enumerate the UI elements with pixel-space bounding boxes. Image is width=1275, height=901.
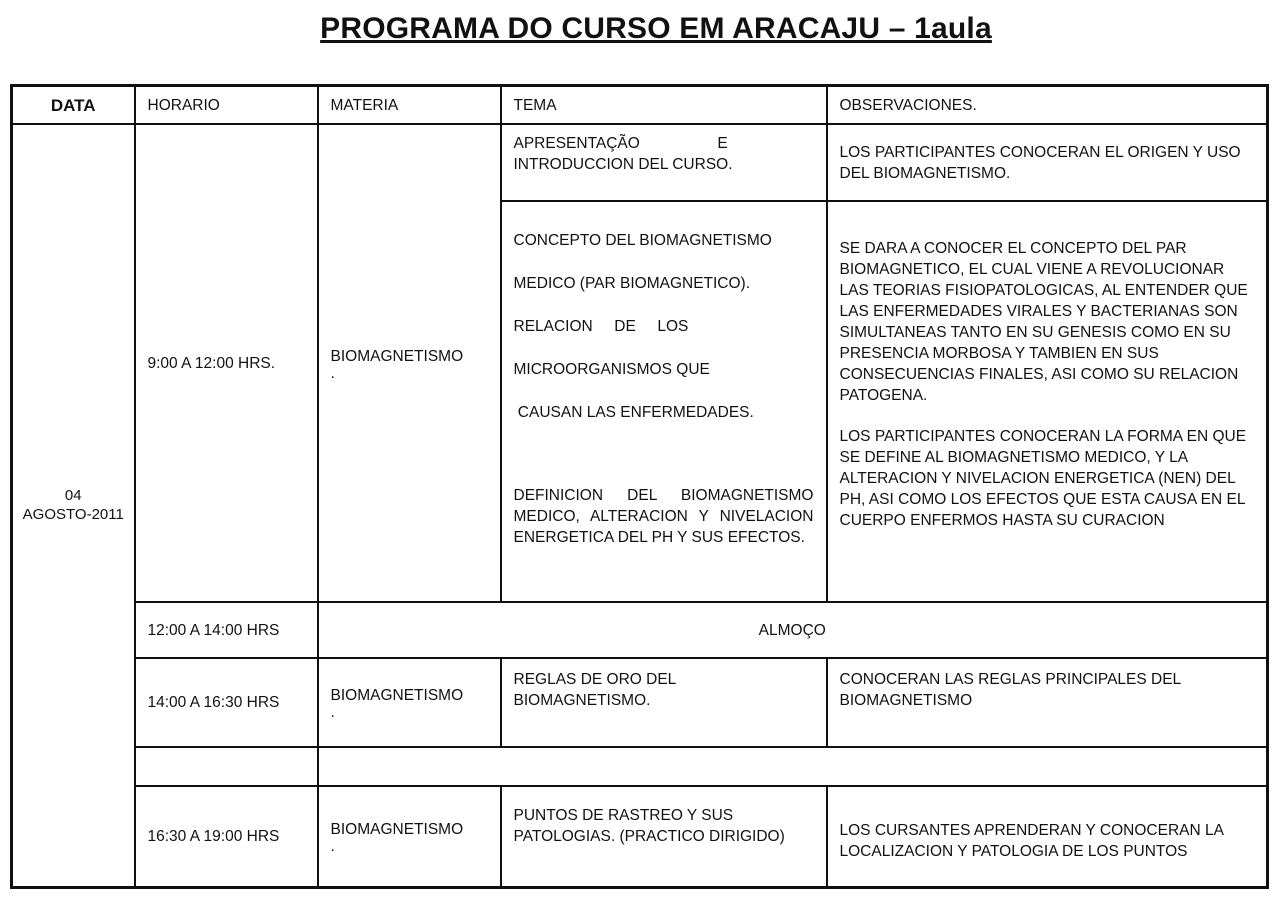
horario-session2: 14:00 A 16:30 HRS	[135, 658, 318, 747]
tema-session2: REGLAS DE ORO DEL BIOMAGNETISMO.	[501, 658, 827, 747]
tema-concepto-line: RELACION DE LOS	[513, 318, 689, 335]
tema-intro-line2: INTRODUCCION DEL CURSO.	[513, 156, 733, 173]
header-tema: TEMA	[501, 86, 827, 125]
header-horario: HORARIO	[135, 86, 318, 125]
materia-label: BIOMAGNETISMO	[330, 347, 464, 365]
obs-session3: LOS CURSANTES APRENDERAN Y CONOCERAN LA LOCALIZACION Y PATOLOGIA DE LOS PUNTOS	[827, 786, 1268, 887]
date-day: 04	[64, 487, 82, 505]
header-date: DATA	[12, 86, 135, 125]
tema-intro-line1: APRESENTAÇÃO E	[513, 135, 728, 152]
materia-session2	[318, 658, 501, 747]
date-month-year: AGOSTO-2011	[22, 506, 124, 524]
header-observaciones: OBSERVACIONES.	[827, 86, 1268, 125]
materia-label: BIOMAGNETISMO	[330, 820, 464, 838]
header-row	[12, 86, 1268, 125]
lunch-label: ALMOÇO	[318, 602, 1268, 658]
tema-definicion: DEFINICION DEL BIOMAGNETISMO MEDICO, ALTERACION Y NIVELACION ENERGETICA DEL PH Y SUS EFECTOS.	[513, 487, 814, 546]
page-title: PROGRAMA DO CURSO EM ARACAJU – 1aula	[320, 12, 992, 45]
materia-dot: .	[330, 704, 335, 721]
table-row	[12, 124, 1268, 201]
tema-concepto-line: CONCEPTO DEL BIOMAGNETISMO	[513, 232, 772, 249]
tema-concepto-line: MEDICO (PAR BIOMAGNETICO).	[513, 275, 751, 292]
materia-session1	[318, 124, 501, 602]
obs-session2: CONOCERAN LAS REGLAS PRINCIPALES DEL BIOMAGNETISMO	[827, 658, 1268, 747]
materia-session3	[318, 786, 501, 887]
table-row	[12, 602, 1268, 658]
tema-concepto-line: MICROORGANISMOS QUE	[513, 361, 710, 378]
obs-concepto	[827, 201, 1268, 602]
obs-intro: LOS PARTICIPANTES CONOCERAN EL ORIGEN Y USO DEL BIOMAGNETISMO.	[827, 124, 1268, 201]
tema-concepto	[501, 201, 827, 602]
empty-cell	[318, 747, 1268, 786]
tema-intro	[501, 124, 827, 201]
table-row	[12, 786, 1268, 887]
date-cell	[12, 124, 135, 887]
materia-label: BIOMAGNETISMO	[330, 687, 464, 704]
horario-session3: 16:30 A 19:00 HRS	[135, 786, 318, 887]
table-row	[12, 747, 1268, 786]
obs-concepto-text: SE DARA A CONOCER EL CONCEPTO DEL PAR BIOMAGNETICO, EL CUAL VIENE A REVOLUCIONAR LAS TEORIAS FISIOPATOLOGICAS, AL ENTENDER QUE LAS ENFERMEDADES VIRALES Y BACTERIANAS SON SIMULTANEAS TANTO EN SU GENESIS COMO EN SU PRESENCIA MORBOSA Y TAMBIEN EN SUS CONSECUENCIAS FINALES, ASI COMO SU RELACION PATOGENA.	[839, 240, 1248, 404]
tema-concepto-line: CAUSAN LAS ENFERMEDADES.	[513, 404, 754, 421]
tema-session3: PUNTOS DE RASTREO Y SUS PATOLOGIAS. (PRACTICO DIRIGIDO)	[501, 786, 827, 887]
materia-dot: .	[330, 837, 335, 855]
obs-definicion-text: LOS PARTICIPANTES CONOCERAN LA FORMA EN QUE SE DEFINE AL BIOMAGNETISMO MEDICO, Y LA ALTERACION Y NIVELACION ENERGETICA (NEN) DEL PH, ASI COMO LOS EFECTOS QUE ESTA CAUSA EN EL CUERPO ENFERMOS HASTA SU CURACION	[839, 428, 1247, 529]
horario-session1: 9:00 A 12:00 HRS.	[135, 124, 318, 602]
materia-dot: .	[330, 364, 335, 382]
header-materia: MATERIA	[318, 86, 501, 125]
empty-cell	[135, 747, 318, 786]
table-row	[12, 658, 1268, 747]
schedule-table	[10, 84, 1269, 889]
horario-lunch: 12:00 A 14:00 HRS	[135, 602, 318, 658]
